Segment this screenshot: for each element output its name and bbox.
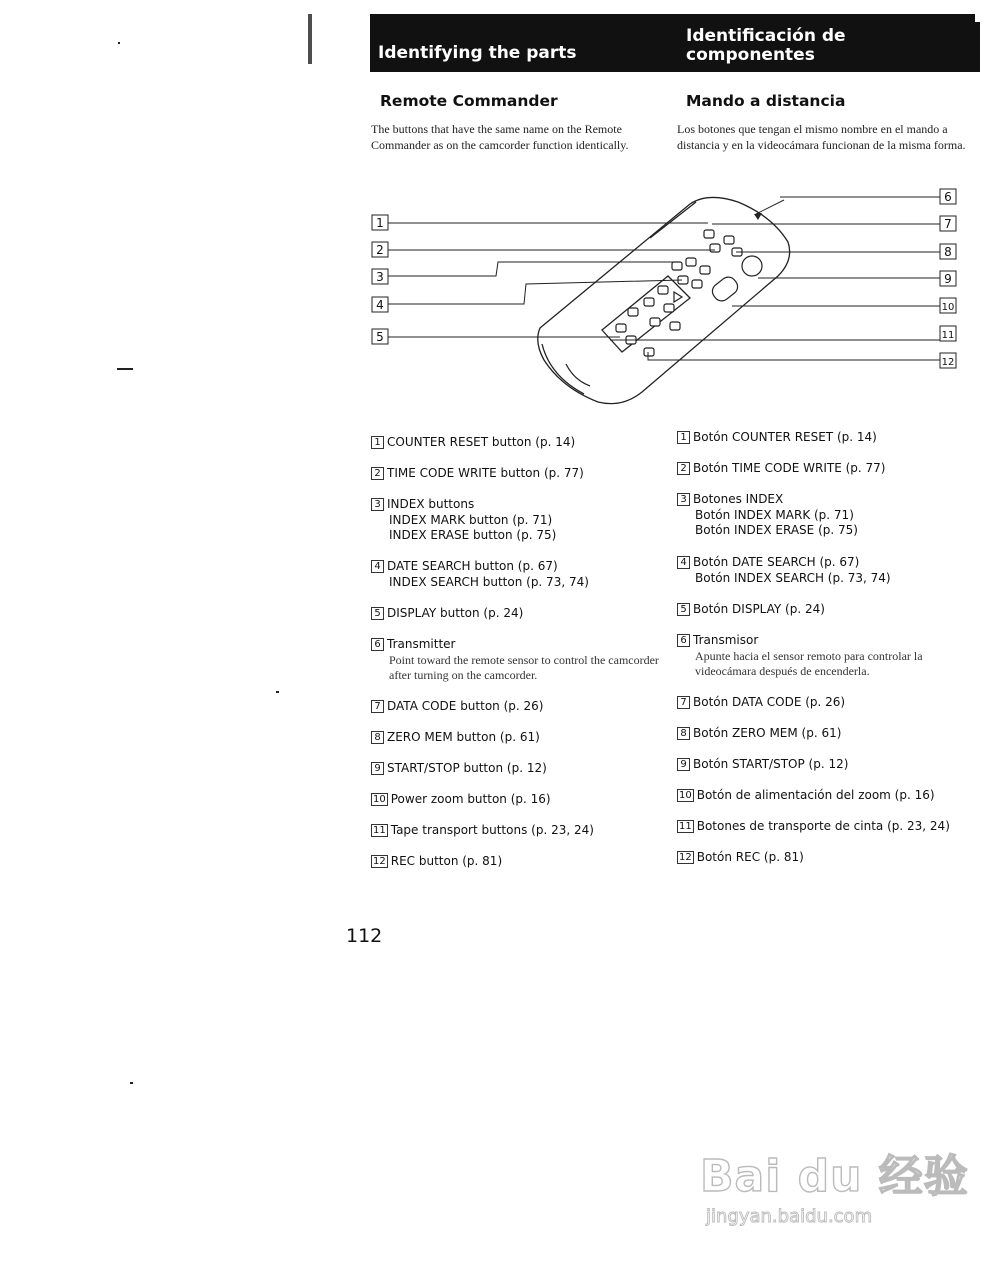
- transmitter-arrow: [756, 200, 784, 214]
- scan-mark: [308, 14, 312, 64]
- part-number-badge: 9: [677, 758, 690, 771]
- watermark-logo-text: Bai du 经验: [700, 1151, 969, 1202]
- part-number-badge: 6: [677, 634, 690, 647]
- page-number: 112: [346, 925, 383, 947]
- part-label: Botón COUNTER RESET (p. 14): [693, 430, 877, 444]
- remote-body-outline: [538, 197, 790, 403]
- part-label: Botón DISPLAY (p. 24): [693, 602, 825, 616]
- part-item-1: [677, 430, 877, 446]
- part-item-4: [677, 555, 891, 586]
- part-label: Transmitter: [387, 637, 456, 651]
- play-key: [674, 292, 682, 302]
- part-number-badge: 10: [373, 794, 386, 805]
- transport-panel: [602, 276, 690, 352]
- part-item-12: [371, 854, 502, 870]
- key: [650, 318, 660, 326]
- scan-mark: [276, 691, 279, 693]
- part-item-5: [371, 606, 523, 622]
- time-code-write-key: [710, 244, 720, 252]
- part-number-badge: 10: [679, 790, 692, 801]
- part-number-badge: 4: [371, 560, 384, 573]
- part-number-badge: 5: [371, 607, 384, 620]
- scan-mark: [130, 1082, 133, 1084]
- baidu-watermark: [700, 1140, 969, 1227]
- part-number-badge: 2: [371, 467, 384, 480]
- callout-label-3: 3: [376, 270, 384, 284]
- part-label: Botón DATE SEARCH (p. 67): [693, 555, 860, 569]
- part-label: INDEX buttons: [387, 497, 475, 511]
- callout-label-8: 8: [944, 245, 952, 259]
- part-item-12: [677, 850, 804, 866]
- part-label: REC button (p. 81): [390, 854, 503, 868]
- part-label: Tape transport buttons (p. 23, 24): [390, 823, 594, 837]
- part-label: Botón TIME CODE WRITE (p. 77): [693, 461, 886, 475]
- part-number-badge: 11: [373, 825, 386, 836]
- callout-line-12: [648, 352, 940, 360]
- part-item-11: [677, 819, 950, 835]
- remote-body-edge: [566, 364, 590, 386]
- index-mark-key: [672, 262, 682, 270]
- callout-label-7: 7: [944, 217, 952, 231]
- remote-body-edge: [542, 344, 584, 394]
- part-item-5: [677, 602, 825, 618]
- remote-top-edge: [650, 202, 696, 238]
- callout-label-5: 5: [376, 330, 384, 344]
- part-item-3: [371, 497, 556, 544]
- part-sub-label: INDEX SEARCH button (p. 73, 74): [389, 574, 589, 589]
- part-item-9: [371, 761, 547, 777]
- part-label: Botón REC (p. 81): [696, 850, 804, 864]
- rec-key: [644, 348, 654, 356]
- power-zoom-key: [709, 274, 741, 304]
- key: [692, 280, 702, 288]
- part-number-badge: 5: [677, 603, 690, 616]
- scan-mark: [117, 368, 133, 370]
- callout-label-10: 10: [941, 302, 955, 313]
- callout-label-4: 4: [376, 298, 384, 312]
- part-label: TIME CODE WRITE button (p. 77): [387, 466, 584, 480]
- part-number-badge: 7: [677, 696, 690, 709]
- part-item-1: [371, 435, 575, 451]
- part-sub-label: Botón INDEX ERASE (p. 75): [695, 523, 858, 537]
- part-number-badge: 1: [371, 436, 384, 449]
- part-number-badge: 9: [371, 762, 384, 775]
- part-item-8: [371, 730, 540, 746]
- header-bar-tab: [972, 22, 980, 72]
- part-label: Transmisor: [693, 633, 759, 647]
- part-label: START/STOP button (p. 12): [387, 761, 547, 775]
- part-label: COUNTER RESET button (p. 14): [387, 435, 576, 449]
- part-item-10: [371, 792, 551, 808]
- scan-mark: [118, 42, 120, 44]
- part-description: Apunte hacia el sensor remoto para controlar la videocámara después de encenderla.: [695, 648, 923, 678]
- data-code-key: [724, 236, 734, 244]
- start-stop-key: [742, 256, 762, 276]
- part-label: DATA CODE button (p. 26): [387, 699, 544, 713]
- part-label: Botón DATA CODE (p. 26): [693, 695, 846, 709]
- callout-label-1: 1: [376, 216, 384, 230]
- callout-label-12: 12: [941, 357, 955, 368]
- part-item-4: [371, 559, 589, 590]
- callout-label-9: 9: [944, 272, 952, 286]
- part-number-badge: 11: [679, 821, 692, 832]
- section-title-en: Remote Commander: [380, 92, 558, 110]
- part-number-badge: 8: [677, 727, 690, 740]
- part-item-2: [371, 466, 584, 482]
- key: [700, 266, 710, 274]
- part-sub-label: INDEX ERASE button (p. 75): [389, 528, 557, 542]
- part-label: Botones de transporte de cinta (p. 23, 24): [696, 819, 950, 833]
- key: [670, 322, 680, 330]
- left-callout-labels: [372, 215, 388, 344]
- part-label: Botón de alimentación del zoom (p. 16): [696, 788, 935, 802]
- key: [644, 298, 654, 306]
- part-item-6: [371, 637, 659, 684]
- part-item-7: [677, 695, 845, 711]
- part-number-badge: 12: [373, 856, 386, 867]
- part-label: ZERO MEM button (p. 61): [387, 730, 540, 744]
- watermark-url: jingyan.baidu.com: [706, 1206, 873, 1227]
- part-item-10: [677, 788, 935, 804]
- part-item-3: [677, 492, 858, 539]
- key: [664, 304, 674, 312]
- part-number-badge: 3: [371, 498, 384, 511]
- callout-label-11: 11: [941, 330, 955, 341]
- callout-label-2: 2: [376, 243, 384, 257]
- key: [628, 308, 638, 316]
- display-key: [616, 324, 626, 332]
- part-label: Botones INDEX: [693, 492, 784, 506]
- intro-text-en: The buttons that have the same name on the Remote Commander as on the camcorder function identically.: [371, 122, 629, 152]
- part-number-badge: 12: [679, 852, 692, 863]
- part-label: DATE SEARCH button (p. 67): [387, 559, 558, 573]
- remote-commander-diagram: [360, 180, 980, 420]
- part-number-badge: 4: [677, 556, 690, 569]
- counter-reset-key: [704, 230, 714, 238]
- part-item-9: [677, 757, 848, 773]
- intro-text-es: Los botones que tengan el mismo nombre en el mando a distancia y en la videocámara funcionan de la misma forma.: [677, 122, 966, 152]
- right-callout-labels: [940, 189, 956, 368]
- part-sub-label: Botón INDEX MARK (p. 71): [695, 507, 854, 522]
- part-item-2: [677, 461, 885, 477]
- header-title-es: Identificación de componentes: [686, 26, 846, 65]
- part-number-badge: 1: [677, 431, 690, 444]
- part-item-11: [371, 823, 594, 839]
- part-item-6: [677, 633, 965, 680]
- part-sub-label: Botón INDEX SEARCH (p. 73, 74): [695, 570, 891, 585]
- part-label: Power zoom button (p. 16): [390, 792, 551, 806]
- part-item-8: [677, 726, 841, 742]
- part-item-7: [371, 699, 543, 715]
- section-title-es: Mando a distancia: [686, 92, 846, 110]
- part-number-badge: 7: [371, 700, 384, 713]
- part-number-badge: 8: [371, 731, 384, 744]
- callout-label-6: 6: [944, 190, 952, 204]
- part-number-badge: 3: [677, 493, 690, 506]
- index-erase-key: [686, 258, 696, 266]
- part-number-badge: 2: [677, 462, 690, 475]
- callout-line-3: [388, 262, 676, 276]
- part-label: Botón START/STOP (p. 12): [693, 757, 849, 771]
- part-description: Point toward the remote sensor to control the camcorder after turning on the camcorder.: [389, 652, 659, 682]
- transmitter-arrowhead: [754, 213, 762, 220]
- part-label: DISPLAY button (p. 24): [387, 606, 524, 620]
- part-number-badge: 6: [371, 638, 384, 651]
- header-title-en: Identifying the parts: [378, 43, 577, 63]
- part-label: Botón ZERO MEM (p. 61): [693, 726, 842, 740]
- key: [658, 286, 668, 294]
- part-sub-label: INDEX MARK button (p. 71): [389, 512, 553, 527]
